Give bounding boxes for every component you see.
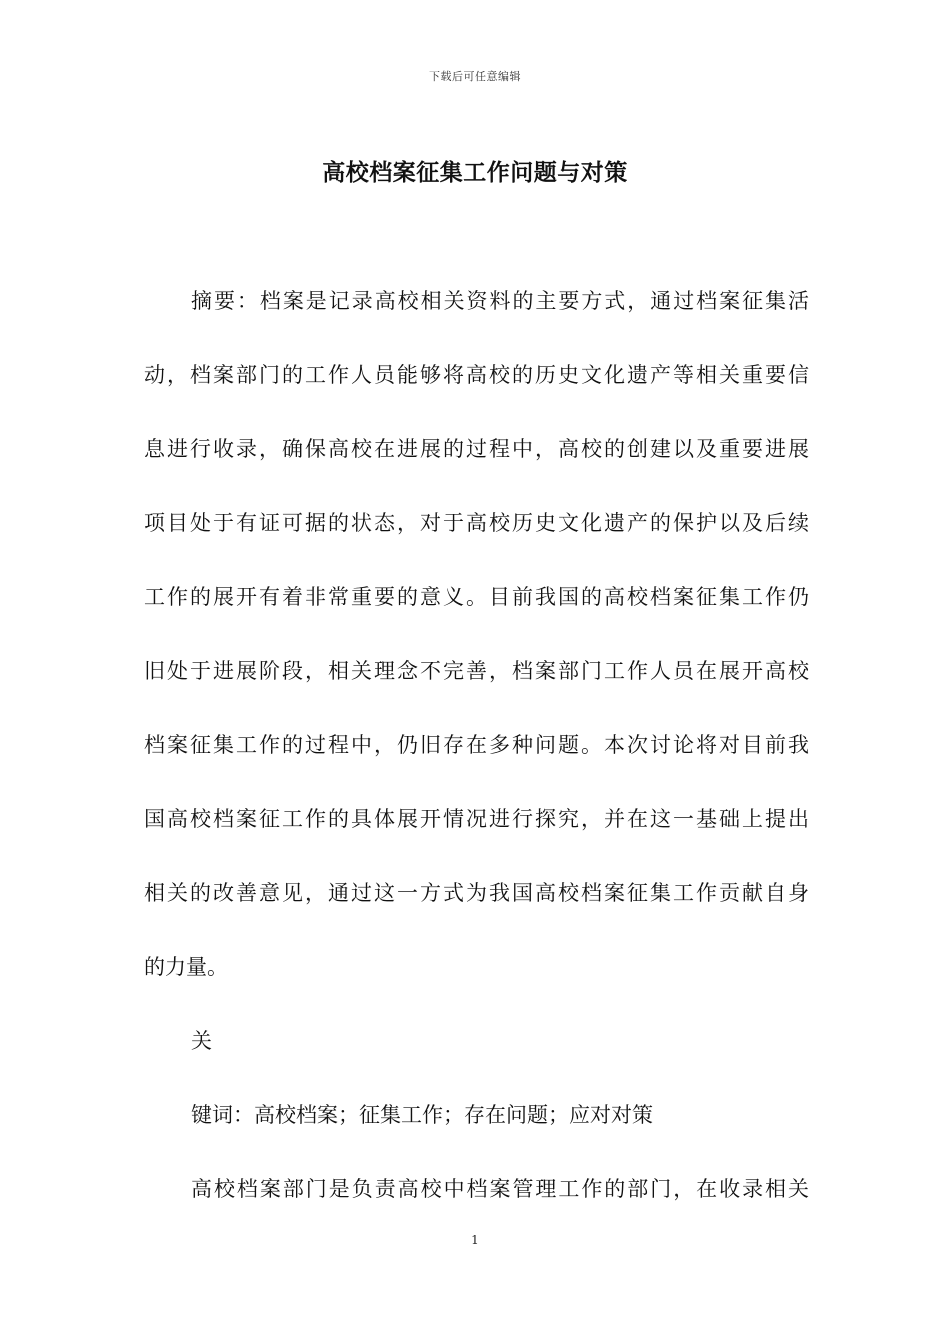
abstract-line: 动，档案部门的工作人员能够将高校的历史文化遗产等相关重要信 — [144, 363, 809, 387]
abstract-line: 的力量。 — [144, 955, 228, 979]
abstract-line: 旧处于进展阶段，相关理念不完善，档案部门工作人员在展开高校 — [144, 659, 809, 683]
abstract-line: 项目处于有证可据的状态，对于高校历史文化遗产的保护以及后续 — [144, 511, 809, 535]
abstract-line: 相关的改善意见，通过这一方式为我国高校档案征集工作贡献自身 — [144, 881, 809, 905]
abstract-line: 息进行收录，确保高校在进展的过程中，高校的创建以及重要进展 — [144, 437, 809, 461]
body-paragraph-line: 高校档案部门是负责高校中档案管理工作的部门，在收录相关 — [191, 1177, 809, 1201]
abstract-line: 档案征集工作的过程中，仍旧存在多种问题。本次讨论将对目前我 — [144, 733, 809, 757]
abstract-line: 国高校档案征工作的具体展开情况进行探究，并在这一基础上提出 — [144, 807, 809, 831]
document-title: 高校档案征集工作问题与对策 — [322, 159, 628, 186]
keywords-line: 键词：高校档案；征集工作；存在问题；应对对策 — [191, 1103, 653, 1127]
abstract-line: 摘要：档案是记录高校相关资料的主要方式，通过档案征集活 — [191, 289, 809, 313]
abstract-line: 工作的展开有着非常重要的意义。目前我国的高校档案征集工作仍 — [144, 585, 809, 609]
header-note: 下载后可任意编辑 — [429, 70, 521, 83]
page-number: 1 — [471, 1233, 479, 1247]
keywords-prefix: 关 — [191, 1029, 212, 1053]
